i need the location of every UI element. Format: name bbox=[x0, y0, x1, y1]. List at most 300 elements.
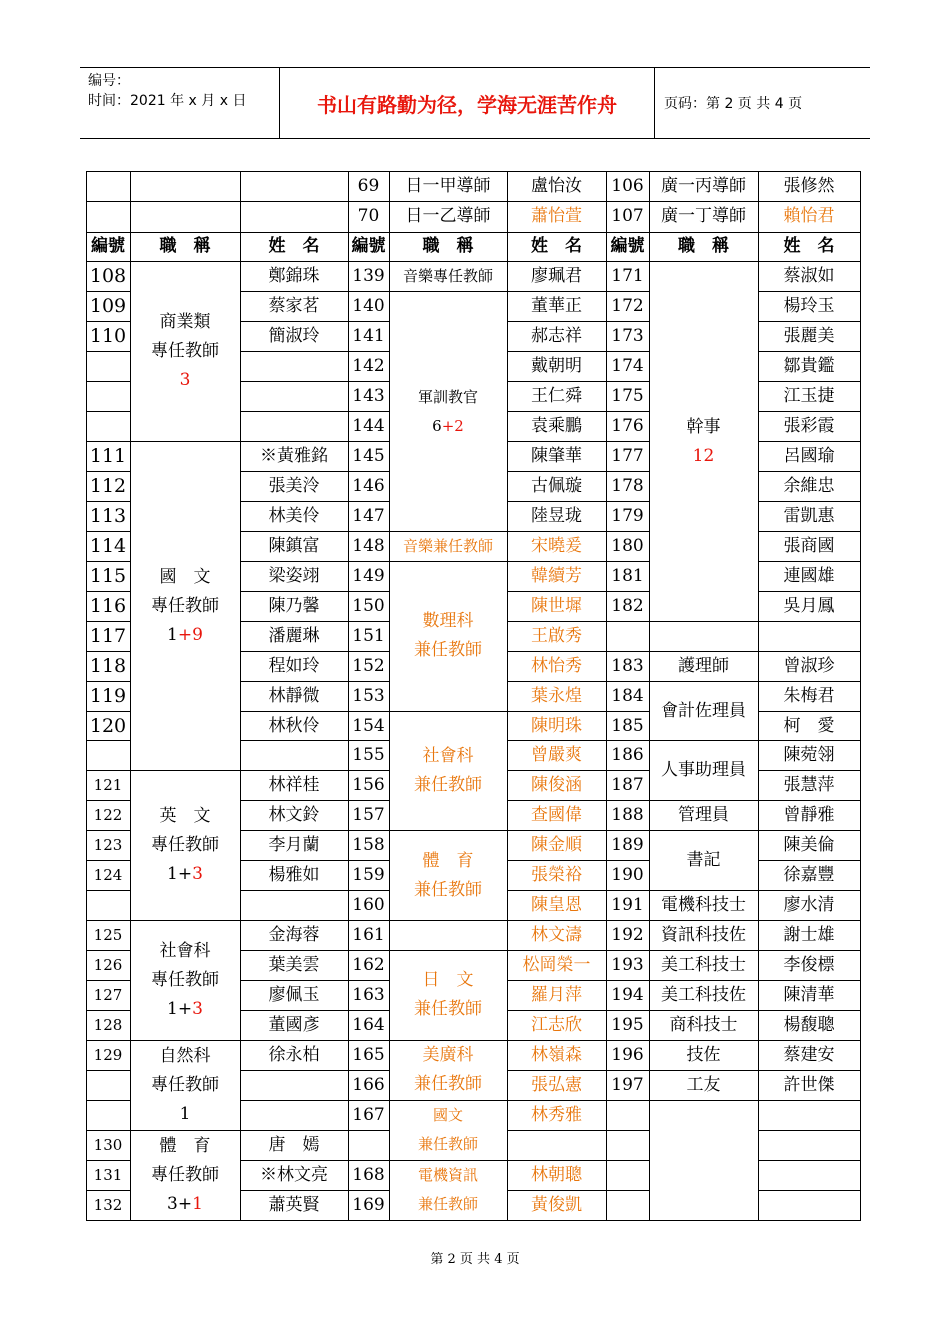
table-cell: 155 bbox=[348, 740, 390, 771]
cell-line: 日 文 bbox=[422, 970, 474, 991]
table-cell: 154 bbox=[348, 711, 390, 742]
table-cell: 161 bbox=[348, 920, 390, 951]
cell-line: 幹事 bbox=[686, 416, 721, 437]
cell-line: 專任教師 bbox=[151, 1074, 219, 1095]
table-cell bbox=[758, 1190, 861, 1221]
table-cell: 121 bbox=[86, 770, 131, 801]
table-cell: 178 bbox=[606, 471, 650, 502]
table-cell bbox=[348, 1130, 390, 1161]
table-cell bbox=[240, 1070, 349, 1101]
table-cell: 程如玲 bbox=[240, 651, 349, 682]
cell-line bbox=[167, 621, 203, 650]
table-cell: 114 bbox=[86, 531, 131, 562]
table-cell: 職 稱 bbox=[389, 232, 508, 263]
table-cell: 陳清華 bbox=[758, 980, 861, 1011]
table-cell: 李月蘭 bbox=[240, 830, 349, 861]
table-cell bbox=[389, 920, 508, 951]
table-cell: 125 bbox=[86, 920, 131, 951]
table-cell: 葉永煌 bbox=[507, 681, 607, 712]
table-cell: 149 bbox=[348, 561, 390, 592]
table-cell: 編號 bbox=[606, 232, 650, 263]
table-cell: 柯 愛 bbox=[758, 711, 861, 742]
table-cell bbox=[389, 561, 508, 712]
table-cell: 190 bbox=[606, 860, 650, 891]
table-cell: 姓 名 bbox=[240, 232, 349, 263]
table-cell: 曾嚴爽 bbox=[507, 740, 607, 771]
table-cell: 蕭英賢 bbox=[240, 1190, 349, 1221]
table-cell bbox=[240, 351, 349, 382]
table-cell: 廖珮君 bbox=[507, 261, 607, 292]
table-cell: 陳鎮富 bbox=[240, 531, 349, 562]
table-cell: 181 bbox=[606, 561, 650, 592]
table-cell: 音樂兼任教師 bbox=[389, 531, 508, 562]
cell-line: 數理科 bbox=[422, 611, 474, 632]
table-cell: 141 bbox=[348, 321, 390, 352]
cell-line: 專任教師 bbox=[151, 969, 219, 990]
cell-count: 6 bbox=[432, 416, 442, 435]
table-cell: 146 bbox=[348, 471, 390, 502]
header-page-number: 页码：第 2 页 共 4 页 bbox=[664, 96, 803, 112]
header-meta bbox=[80, 68, 280, 138]
table-cell: 144 bbox=[348, 411, 390, 442]
cell-line bbox=[167, 995, 203, 1024]
table-cell: 林朝聰 bbox=[507, 1160, 607, 1191]
table-cell bbox=[389, 1100, 508, 1161]
cell-line: 兼任教師 bbox=[417, 1195, 478, 1214]
table-cell: 陳菀翎 bbox=[758, 740, 861, 771]
table-cell: 131 bbox=[86, 1160, 131, 1191]
table-cell: 王啟秀 bbox=[507, 621, 607, 652]
table-cell: 鄭錦珠 bbox=[240, 261, 349, 292]
cell-line: 兼任教師 bbox=[417, 1135, 478, 1154]
table-cell: 159 bbox=[348, 860, 390, 891]
table-cell: 151 bbox=[348, 621, 390, 652]
table-cell: 林文鈴 bbox=[240, 800, 349, 831]
table-cell: 張弘憲 bbox=[507, 1070, 607, 1101]
table-cell: 陳乃馨 bbox=[240, 591, 349, 622]
table-cell bbox=[389, 291, 508, 532]
table-cell: 黃俊凱 bbox=[507, 1190, 607, 1221]
table-cell: 183 bbox=[606, 651, 650, 682]
table-cell bbox=[130, 770, 241, 921]
table-cell bbox=[240, 411, 349, 442]
table-cell: 129 bbox=[86, 1040, 131, 1071]
table-cell: 169 bbox=[348, 1190, 390, 1221]
cell-line: 專任教師 bbox=[151, 835, 219, 856]
table-cell: 157 bbox=[348, 800, 390, 831]
table-cell: 廣一丙導師 bbox=[649, 171, 759, 202]
table-cell bbox=[86, 890, 131, 921]
table-cell: 徐嘉豐 bbox=[758, 860, 861, 891]
cell-count-extra: +9 bbox=[177, 624, 203, 645]
table-cell: 陸昱珑 bbox=[507, 501, 607, 532]
table-cell: 143 bbox=[348, 381, 390, 412]
table-cell: 護理師 bbox=[649, 651, 759, 682]
table-cell bbox=[86, 1100, 131, 1131]
cell-line: 體 育 bbox=[159, 1135, 211, 1156]
cell-count-extra: 12 bbox=[692, 445, 715, 466]
table-cell: 楊馥聰 bbox=[758, 1010, 861, 1041]
cell-line: 1 bbox=[179, 1103, 191, 1124]
table-cell: 123 bbox=[86, 830, 131, 861]
table-cell bbox=[606, 1160, 650, 1191]
table-cell bbox=[130, 171, 241, 202]
table-cell: 130 bbox=[86, 1130, 131, 1161]
table-cell: 176 bbox=[606, 411, 650, 442]
cell-count: 1+ bbox=[167, 998, 193, 1019]
table-cell: 173 bbox=[606, 321, 650, 352]
table-cell: 姓 名 bbox=[507, 232, 607, 263]
table-cell: 書記 bbox=[649, 830, 759, 891]
cell-count-extra: 3 bbox=[192, 864, 203, 885]
table-cell bbox=[130, 201, 241, 233]
table-cell bbox=[389, 950, 508, 1041]
table-cell: 張慧萍 bbox=[758, 770, 861, 801]
cell-line bbox=[693, 442, 715, 471]
table-cell bbox=[507, 1130, 607, 1161]
cell-count-extra: 3 bbox=[192, 998, 203, 1019]
table-cell: 177 bbox=[606, 441, 650, 472]
table-cell: 職 稱 bbox=[130, 232, 241, 263]
table-cell: 160 bbox=[348, 890, 390, 921]
header-date: 时间：2021 年 x 月 x 日 bbox=[88, 93, 247, 109]
table-cell bbox=[130, 261, 241, 442]
table-cell: 資訊科技佐 bbox=[649, 920, 759, 951]
table-cell: 116 bbox=[86, 591, 131, 622]
cell-count-extra: 1 bbox=[192, 1193, 203, 1214]
table-cell: 廖水清 bbox=[758, 890, 861, 921]
table-cell bbox=[389, 830, 508, 921]
table-cell: 商科技士 bbox=[649, 1010, 759, 1041]
cell-line: 軍訓教官 bbox=[417, 387, 478, 406]
table-cell: 162 bbox=[348, 950, 390, 981]
table-cell bbox=[130, 920, 241, 1041]
table-cell: 179 bbox=[606, 501, 650, 532]
table-cell: 158 bbox=[348, 830, 390, 861]
cell-line: 體 育 bbox=[422, 850, 474, 871]
table-cell: 145 bbox=[348, 441, 390, 472]
table-cell: 管理員 bbox=[649, 800, 759, 831]
cell-line: 專任教師 bbox=[151, 1164, 219, 1185]
table-cell bbox=[606, 1190, 650, 1221]
table-cell bbox=[389, 1040, 508, 1101]
page-header bbox=[80, 67, 870, 139]
table-cell: 185 bbox=[606, 711, 650, 742]
table-cell: 126 bbox=[86, 950, 131, 981]
table-cell: 113 bbox=[86, 501, 131, 532]
table-cell: 林秀雅 bbox=[507, 1100, 607, 1131]
table-cell: 查國偉 bbox=[507, 800, 607, 831]
table-cell: 徐永柏 bbox=[240, 1040, 349, 1071]
table-cell: 70 bbox=[348, 201, 390, 233]
table-cell: 188 bbox=[606, 800, 650, 831]
table-cell: 美工科技士 bbox=[649, 950, 759, 981]
table-cell: 148 bbox=[348, 531, 390, 562]
table-cell: 193 bbox=[606, 950, 650, 981]
cell-line: 兼任教師 bbox=[414, 640, 482, 661]
table-cell: 118 bbox=[86, 651, 131, 682]
table-cell: 139 bbox=[348, 261, 390, 292]
table-cell: 吳月鳳 bbox=[758, 591, 861, 622]
table-cell bbox=[86, 381, 131, 412]
cell-line: 社會科 bbox=[422, 745, 474, 766]
table-cell: 陳皇恩 bbox=[507, 890, 607, 921]
table-cell bbox=[606, 621, 650, 652]
cell-line bbox=[167, 860, 203, 889]
table-cell: 張榮裕 bbox=[507, 860, 607, 891]
table-cell: 197 bbox=[606, 1070, 650, 1101]
table-cell bbox=[240, 1100, 349, 1131]
table-cell: 余維忠 bbox=[758, 471, 861, 502]
table-cell: 張商國 bbox=[758, 531, 861, 562]
table-cell bbox=[389, 711, 508, 832]
cell-line: 美廣科 bbox=[422, 1045, 474, 1066]
table-cell: 潘麗琳 bbox=[240, 621, 349, 652]
table-cell: 152 bbox=[348, 651, 390, 682]
table-cell: 人事助理員 bbox=[649, 740, 759, 801]
table-cell bbox=[130, 441, 241, 771]
cell-line: 兼任教師 bbox=[414, 774, 482, 795]
table-cell: 工友 bbox=[649, 1070, 759, 1101]
table-cell: 美工科技佐 bbox=[649, 980, 759, 1011]
table-cell: 蕭怡萱 bbox=[507, 201, 607, 233]
table-cell: 日一甲導師 bbox=[389, 171, 508, 202]
table-cell bbox=[86, 201, 131, 233]
table-cell: 林嶺森 bbox=[507, 1040, 607, 1071]
table-cell bbox=[649, 1100, 759, 1221]
table-cell: 150 bbox=[348, 591, 390, 622]
table-cell: 127 bbox=[86, 980, 131, 1011]
table-cell bbox=[758, 1130, 861, 1161]
table-cell: 蔡家茗 bbox=[240, 291, 349, 322]
table-cell: 鄒貴鑑 bbox=[758, 351, 861, 382]
cell-line: 兼任教師 bbox=[414, 1074, 482, 1095]
cell-count-extra: 3 bbox=[179, 370, 191, 391]
table-cell: ※林文亮 bbox=[240, 1160, 349, 1191]
table-cell bbox=[86, 351, 131, 382]
table-cell: 董國彥 bbox=[240, 1010, 349, 1041]
table-cell: 江志欣 bbox=[507, 1010, 607, 1041]
table-cell: 宋曉爰 bbox=[507, 531, 607, 562]
table-cell: 165 bbox=[348, 1040, 390, 1071]
table-cell bbox=[649, 261, 759, 621]
cell-line: 兼任教師 bbox=[414, 879, 482, 900]
table-cell: 142 bbox=[348, 351, 390, 382]
table-cell: 164 bbox=[348, 1010, 390, 1041]
table-cell: 168 bbox=[348, 1160, 390, 1191]
table-cell: 119 bbox=[86, 681, 131, 712]
table-cell bbox=[240, 201, 349, 233]
cell-line: 兼任教師 bbox=[414, 999, 482, 1020]
table-cell bbox=[86, 171, 131, 202]
table-cell: 196 bbox=[606, 1040, 650, 1071]
table-cell: 107 bbox=[606, 201, 650, 233]
table-cell: 172 bbox=[606, 291, 650, 322]
cell-count: 1+ bbox=[167, 864, 193, 885]
table-cell: 189 bbox=[606, 830, 650, 861]
cell-line bbox=[180, 366, 191, 395]
table-cell: 69 bbox=[348, 171, 390, 202]
table-cell: 林秋伶 bbox=[240, 711, 349, 742]
table-cell: 廖佩玉 bbox=[240, 980, 349, 1011]
table-cell: 120 bbox=[86, 711, 131, 742]
table-cell: 技佐 bbox=[649, 1040, 759, 1071]
table-cell: 曾淑珍 bbox=[758, 651, 861, 682]
table-cell: ※黃雅銘 bbox=[240, 441, 349, 472]
table-cell: 古佩璇 bbox=[507, 471, 607, 502]
table-cell: 董華正 bbox=[507, 291, 607, 322]
table-cell: 163 bbox=[348, 980, 390, 1011]
header-motto: 书山有路勤为径，学海无涯苦作舟 bbox=[280, 68, 655, 138]
table-cell: 林靜微 bbox=[240, 681, 349, 712]
table-cell bbox=[389, 1160, 508, 1221]
table-cell: 張美泠 bbox=[240, 471, 349, 502]
table-cell: 簡淑玲 bbox=[240, 321, 349, 352]
table-cell: 140 bbox=[348, 291, 390, 322]
table-cell bbox=[606, 1130, 650, 1161]
cell-line: 自然科 bbox=[159, 1045, 211, 1066]
table-cell: 陳肇華 bbox=[507, 441, 607, 472]
table-cell: 職 稱 bbox=[649, 232, 759, 263]
table-cell: 林祥桂 bbox=[240, 770, 349, 801]
table-cell: 張修然 bbox=[758, 171, 861, 202]
table-cell: 廣一丁導師 bbox=[649, 201, 759, 233]
table-cell: 戴朝明 bbox=[507, 351, 607, 382]
table-cell: 袁乘鵬 bbox=[507, 411, 607, 442]
table-cell: 167 bbox=[348, 1100, 390, 1131]
table-cell: 蔡淑如 bbox=[758, 261, 861, 292]
table-cell bbox=[758, 621, 861, 652]
table-cell: 195 bbox=[606, 1010, 650, 1041]
table-cell: 147 bbox=[348, 501, 390, 532]
table-cell: 180 bbox=[606, 531, 650, 562]
table-cell: 張彩霞 bbox=[758, 411, 861, 442]
table-cell: 盧怡汝 bbox=[507, 171, 607, 202]
table-cell bbox=[758, 1160, 861, 1191]
table-cell: 166 bbox=[348, 1070, 390, 1101]
table-cell: 156 bbox=[348, 770, 390, 801]
cell-line: 國文 bbox=[432, 1106, 463, 1125]
table-cell: 蔡建安 bbox=[758, 1040, 861, 1071]
table-cell: 金海蓉 bbox=[240, 920, 349, 951]
table-cell: 李俊標 bbox=[758, 950, 861, 981]
table-cell bbox=[86, 1070, 131, 1101]
table-cell: 陳美倫 bbox=[758, 830, 861, 861]
table-cell bbox=[86, 411, 131, 442]
table-cell: 陳金順 bbox=[507, 830, 607, 861]
table-cell bbox=[240, 740, 349, 771]
table-cell: 楊玲玉 bbox=[758, 291, 861, 322]
table-cell: 陳世墀 bbox=[507, 591, 607, 622]
table-cell bbox=[240, 171, 349, 202]
table-cell: 192 bbox=[606, 920, 650, 951]
table-cell bbox=[758, 1100, 861, 1131]
table-cell: 182 bbox=[606, 591, 650, 622]
table-cell: 許世傑 bbox=[758, 1070, 861, 1101]
table-cell bbox=[606, 1100, 650, 1131]
table-cell: 編號 bbox=[86, 232, 131, 263]
table-cell bbox=[240, 381, 349, 412]
page-footer: 第 2 页 共 4 页 bbox=[430, 1252, 520, 1267]
table-cell: 王仁舜 bbox=[507, 381, 607, 412]
cell-line: 電機資訊 bbox=[417, 1166, 478, 1185]
table-cell: 153 bbox=[348, 681, 390, 712]
table-cell: 唐 嫣 bbox=[240, 1130, 349, 1161]
table-cell: 編號 bbox=[348, 232, 390, 263]
table-cell: 128 bbox=[86, 1010, 131, 1041]
cell-line: 商業類 bbox=[159, 312, 211, 333]
table-cell: 張麗美 bbox=[758, 321, 861, 352]
table-cell: 呂國瑜 bbox=[758, 441, 861, 472]
table-cell bbox=[130, 1040, 241, 1131]
table-cell: 194 bbox=[606, 980, 650, 1011]
table-cell: 曾靜雅 bbox=[758, 800, 861, 831]
cell-line: 專任教師 bbox=[151, 595, 219, 616]
table-cell: 林文濤 bbox=[507, 920, 607, 951]
cell-line: 專任教師 bbox=[151, 341, 219, 362]
cell-line: 英 文 bbox=[159, 806, 211, 827]
table-cell: 姓 名 bbox=[758, 232, 861, 263]
table-cell: 174 bbox=[606, 351, 650, 382]
table-cell: 朱梅君 bbox=[758, 681, 861, 712]
table-cell: 109 bbox=[86, 291, 131, 322]
table-cell: 124 bbox=[86, 860, 131, 891]
table-cell: 陳明珠 bbox=[507, 711, 607, 742]
cell-count: 1 bbox=[167, 624, 178, 645]
table-cell: 郝志祥 bbox=[507, 321, 607, 352]
table-cell: 115 bbox=[86, 561, 131, 592]
cell-line bbox=[432, 412, 464, 441]
table-cell: 電機科技士 bbox=[649, 890, 759, 921]
table-cell: 日一乙導師 bbox=[389, 201, 508, 233]
table-cell: 會計佐理員 bbox=[649, 681, 759, 742]
table-cell: 賴怡君 bbox=[758, 201, 861, 233]
cell-count: 3+ bbox=[167, 1193, 193, 1214]
table-cell: 112 bbox=[86, 471, 131, 502]
table-cell: 雷凱惠 bbox=[758, 501, 861, 532]
table-cell: 111 bbox=[86, 441, 131, 472]
cell-line bbox=[167, 1190, 203, 1219]
table-cell: 110 bbox=[86, 321, 131, 352]
table-cell: 林美伶 bbox=[240, 501, 349, 532]
table-cell bbox=[240, 890, 349, 921]
table-cell: 171 bbox=[606, 261, 650, 292]
table-cell: 林怡秀 bbox=[507, 651, 607, 682]
table-cell: 184 bbox=[606, 681, 650, 712]
table-cell: 186 bbox=[606, 740, 650, 771]
table-cell: 108 bbox=[86, 261, 131, 292]
staff-table bbox=[86, 171, 860, 1219]
table-cell: 音樂專任教師 bbox=[389, 261, 508, 292]
cell-line: 社會科 bbox=[159, 940, 211, 961]
table-cell: 117 bbox=[86, 621, 131, 652]
table-cell: 132 bbox=[86, 1190, 131, 1221]
table-cell bbox=[86, 740, 131, 771]
cell-count-extra: +2 bbox=[441, 416, 464, 435]
table-cell: 191 bbox=[606, 890, 650, 921]
table-cell: 106 bbox=[606, 171, 650, 202]
table-cell bbox=[649, 621, 759, 652]
table-cell: 187 bbox=[606, 770, 650, 801]
table-cell bbox=[130, 1130, 241, 1221]
table-cell: 謝士雄 bbox=[758, 920, 861, 951]
cell-line: 國 文 bbox=[159, 566, 211, 587]
table-cell: 江玉捷 bbox=[758, 381, 861, 412]
table-cell: 梁姿翊 bbox=[240, 561, 349, 592]
table-cell: 陳俊涵 bbox=[507, 770, 607, 801]
table-cell: 韓續芳 bbox=[507, 561, 607, 592]
table-cell: 連國雄 bbox=[758, 561, 861, 592]
